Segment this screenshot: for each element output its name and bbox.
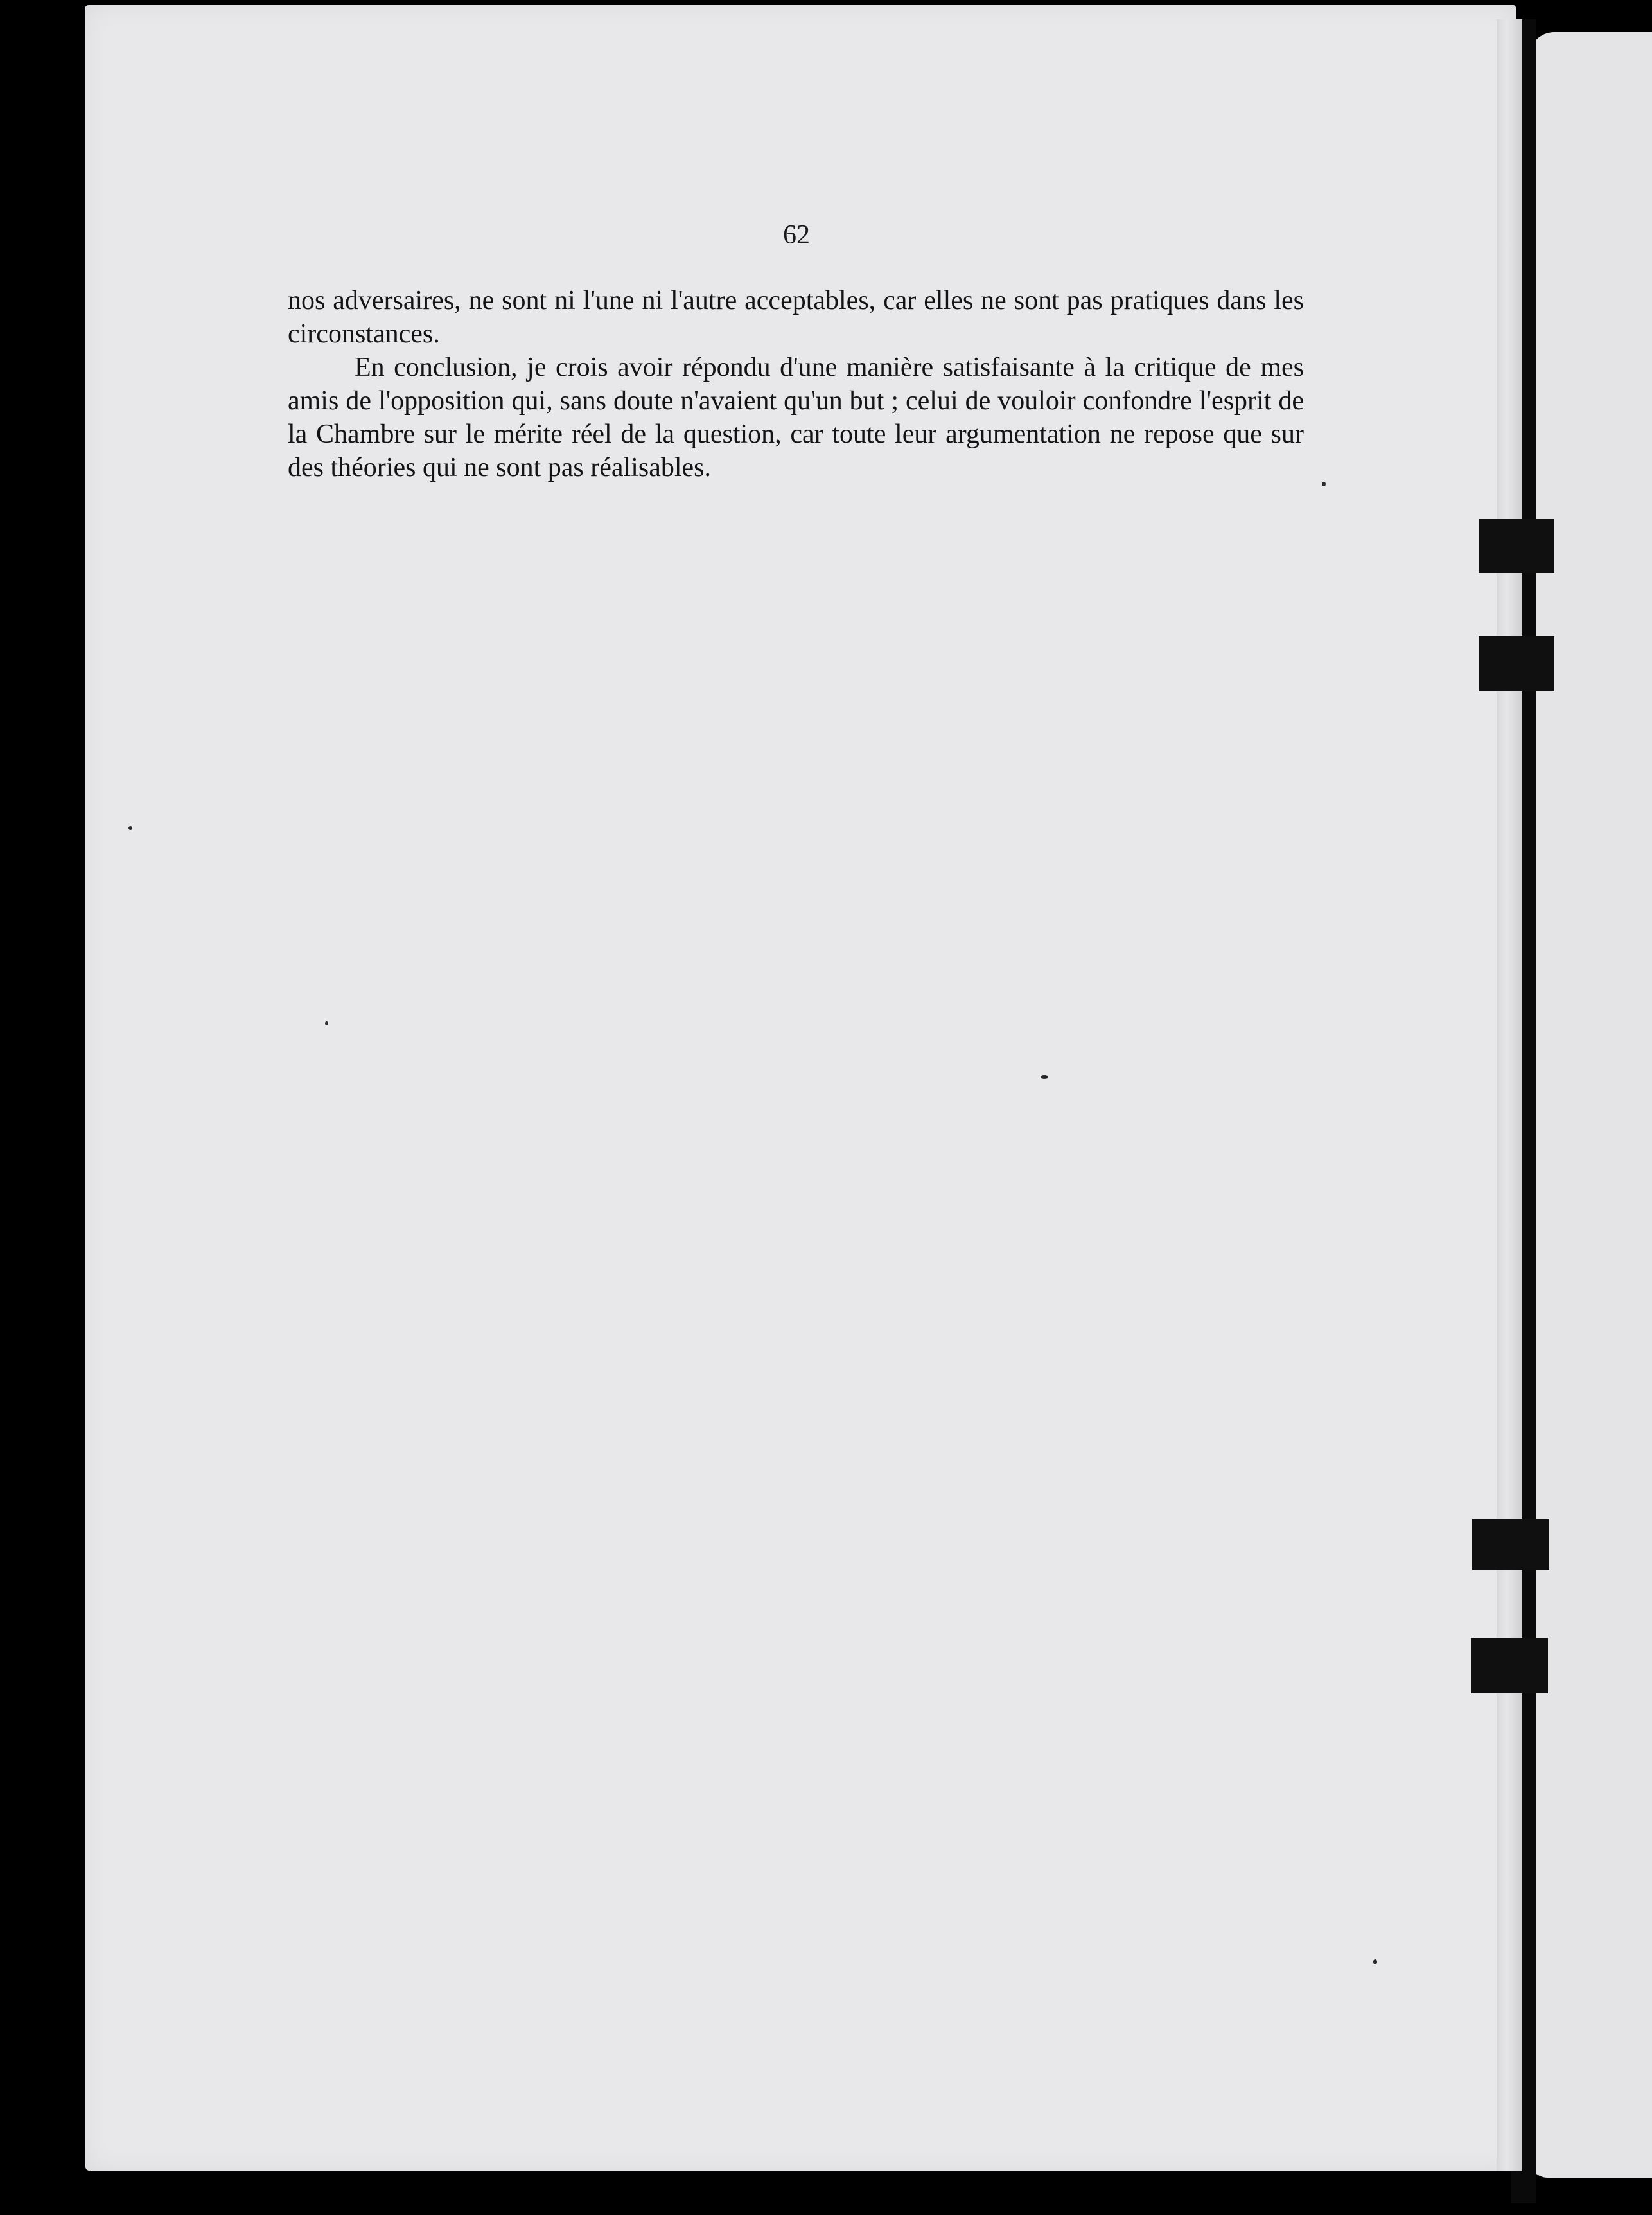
paper-speck [325, 1021, 328, 1025]
page-fold-edge [1497, 19, 1522, 2171]
paper-speck [1041, 1075, 1048, 1079]
binding-clip [1479, 636, 1554, 691]
paper-speck [1373, 1959, 1377, 1964]
paragraph: nos adversaires, ne sont ni l'une ni l'autre acceptables, car elles ne sont pas pratiques dans les circonstances. [288, 286, 1304, 349]
paragraph: En conclusion, je crois avoir répondu d'une manière satisfaisante à la critique de mes amis de l'opposition qui, sans doute n'avaient qu'un but ; celui de vouloir confondre l'esprit de la Chambre sur le mérite réel de la question, car toute leur argumentation ne repose que sur des théories qui ne sont pas réalisables. [288, 353, 1304, 482]
facing-page-edge [1529, 32, 1652, 2178]
binding-clip [1471, 1638, 1548, 1693]
paper-speck [1322, 482, 1326, 486]
page-number: 62 [783, 220, 810, 250]
body-text [288, 284, 1304, 484]
paper-speck [128, 826, 132, 830]
binding-clip [1479, 519, 1554, 573]
binding-clip [1472, 1519, 1549, 1570]
